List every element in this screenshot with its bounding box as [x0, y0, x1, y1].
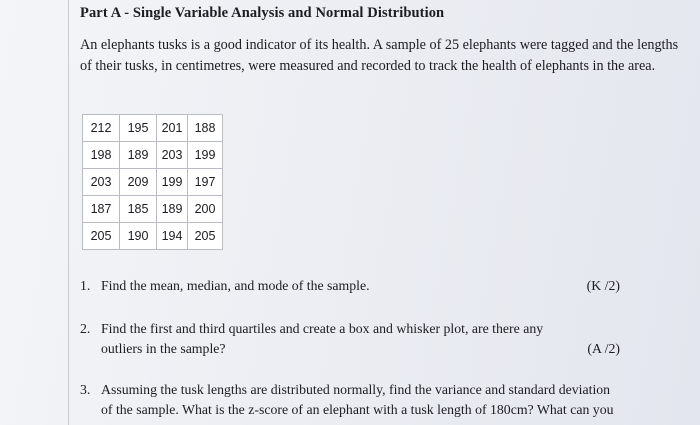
table-cell: 199	[188, 142, 223, 169]
table-row	[83, 196, 223, 223]
question-number: 1.	[80, 278, 91, 293]
table-cell: 198	[83, 142, 120, 169]
table-cell: 205	[188, 223, 223, 250]
table-cell: 197	[188, 169, 223, 196]
intro-paragraph: An elephants tusks is a good indicator of its health. A sample of 25 elephants were tagged and the lengths of their tusks, in centimetres, were measured and recorded to track the health of elephants in the area.	[80, 37, 679, 74]
table-cell: 209	[120, 169, 157, 196]
table-cell: 203	[157, 142, 188, 169]
table-cell: 201	[157, 115, 188, 142]
page-edge-divider	[68, 0, 69, 425]
table-cell: 200	[188, 196, 223, 223]
section-title: Part A - Single Variable Analysis and Normal Distribution	[80, 5, 445, 21]
question-marks: (K /2)	[586, 278, 620, 293]
table-cell: 185	[120, 196, 157, 223]
table-cell: 212	[83, 115, 120, 142]
question-text: Assuming the tusk lengths are distributed normally, find the variance and standard deviation of the sample. What is the z-score of an elephant with a tusk length of 180cm? What can you	[101, 382, 614, 417]
table-row	[83, 115, 223, 142]
table-row	[83, 169, 223, 196]
table-cell: 195	[120, 115, 157, 142]
table-cell: 203	[83, 169, 120, 196]
table-row	[83, 223, 223, 250]
table-cell: 194	[157, 223, 188, 250]
question-number: 2.	[80, 321, 91, 336]
question-1	[80, 276, 620, 296]
question-text: Find the mean, median, and mode of the sample.	[101, 278, 370, 293]
tusk-length-table	[82, 114, 223, 250]
table-cell: 189	[120, 142, 157, 169]
question-3	[80, 380, 620, 420]
question-2	[80, 319, 620, 359]
table-cell: 188	[188, 115, 223, 142]
question-text: Find the first and third quartiles and create a box and whisker plot, are there any outliers in the sample?	[101, 321, 544, 356]
question-marks: (A /2)	[587, 341, 620, 356]
table-cell: 199	[157, 169, 188, 196]
table-cell: 190	[120, 223, 157, 250]
table-cell: 189	[157, 196, 188, 223]
table-cell: 187	[83, 196, 120, 223]
question-number: 3.	[80, 382, 91, 397]
table-cell: 205	[83, 223, 120, 250]
table-row	[83, 142, 223, 169]
